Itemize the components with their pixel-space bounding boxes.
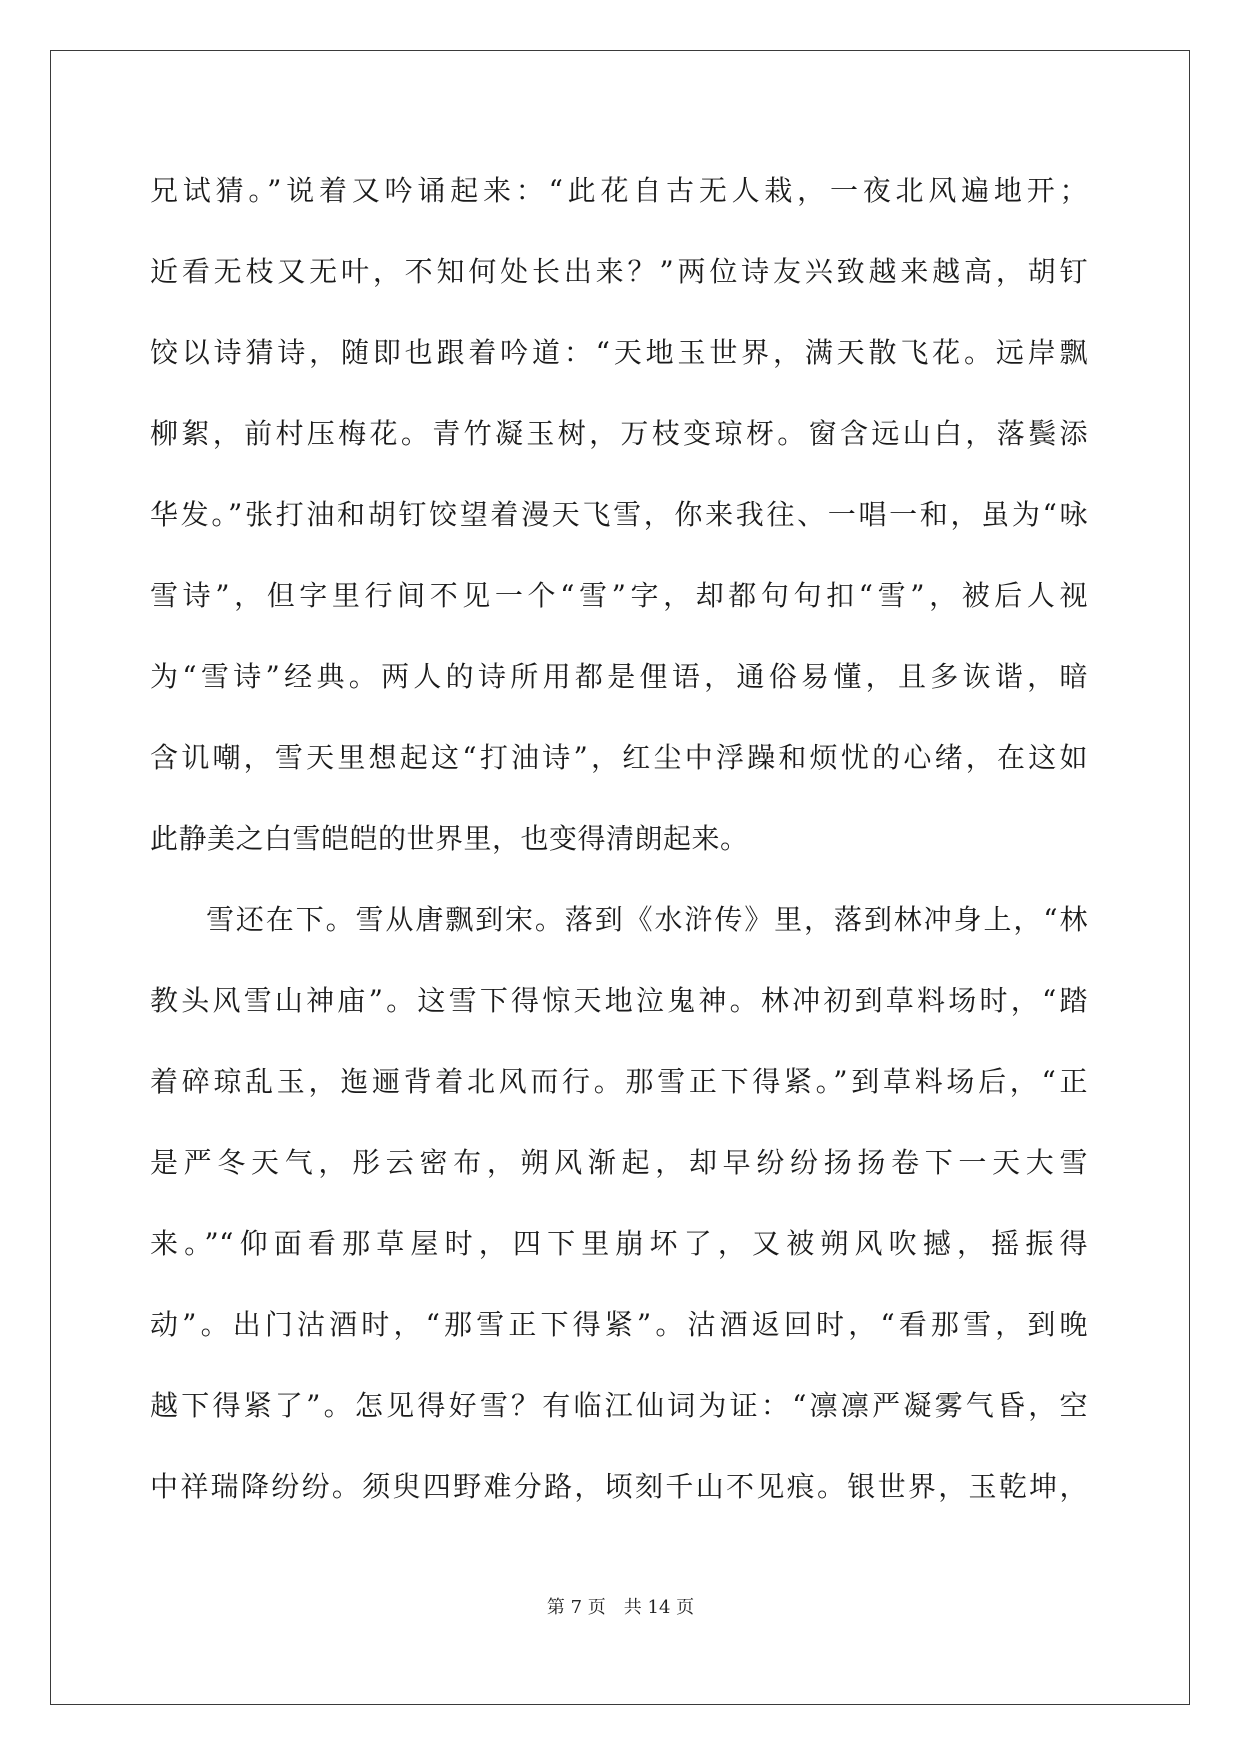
text-line: 饺以诗猜诗，随即也跟着吟道：“天地玉世界，满天散飞花。远岸飘 [150, 336, 1088, 369]
text-line: 柳絮，前村压梅花。青竹凝玉树，万枝变琼枒。窗含远山白，落鬓添 [150, 417, 1088, 450]
text-line: 此静美之白雪皑皑的世界里，也变得清朗起来。 [150, 822, 749, 855]
text-line: 越下得紧了”。怎见得好雪？有临江仙词为证：“凛凛严凝雾气昏，空 [150, 1389, 1088, 1422]
text-line: 华发。”张打油和胡钉饺望着漫天飞雪，你来我往、一唱一和，虽为“咏 [150, 498, 1088, 531]
text-line: 含讥嘲，雪天里想起这“打油诗”，红尘中浮躁和烦忧的心绪，在这如 [150, 741, 1088, 774]
document-body [150, 150, 1088, 1527]
text-line: 为“雪诗”经典。两人的诗所用都是俚语，通俗易懂，且多诙谐，暗 [150, 660, 1088, 693]
text-line: 中祥瑞降纷纷。须臾四野难分路，顷刻千山不见痕。银世界，玉乾坤， [150, 1470, 1088, 1503]
text-line: 来。”“仰面看那草屋时，四下里崩坏了，又被朔风吹撼，摇振得 [150, 1227, 1088, 1260]
text-line: 教头风雪山神庙”。这雪下得惊天地泣鬼神。林冲初到草料场时，“踏 [150, 984, 1088, 1017]
text-line: 雪诗”，但字里行间不见一个“雪”字，却都句句扣“雪”，被后人视 [150, 579, 1088, 612]
paragraph-1 [150, 150, 1088, 879]
paragraph-2 [150, 879, 1088, 1527]
text-line: 兄试猜。”说着又吟诵起来：“此花自古无人栽，一夜北风遍地开； [150, 174, 1088, 207]
text-line: 雪还在下。雪从唐飘到宋。落到《水浒传》里，落到林冲身上，“林 [206, 903, 1088, 936]
text-line: 动”。出门沽酒时，“那雪正下得紧”。沽酒返回时，“看那雪，到晚 [150, 1308, 1088, 1341]
text-line: 着碎琼乱玉，迤逦背着北风而行。那雪正下得紧。”到草料场后，“正 [150, 1065, 1088, 1098]
text-line: 近看无枝又无叶，不知何处长出来？”两位诗友兴致越来越高，胡钉 [150, 255, 1088, 288]
page-number-footer: 第 7 页 共 14 页 [546, 1597, 695, 1618]
text-line: 是严冬天气，彤云密布，朔风渐起，却早纷纷扬扬卷下一天大雪 [150, 1146, 1088, 1179]
